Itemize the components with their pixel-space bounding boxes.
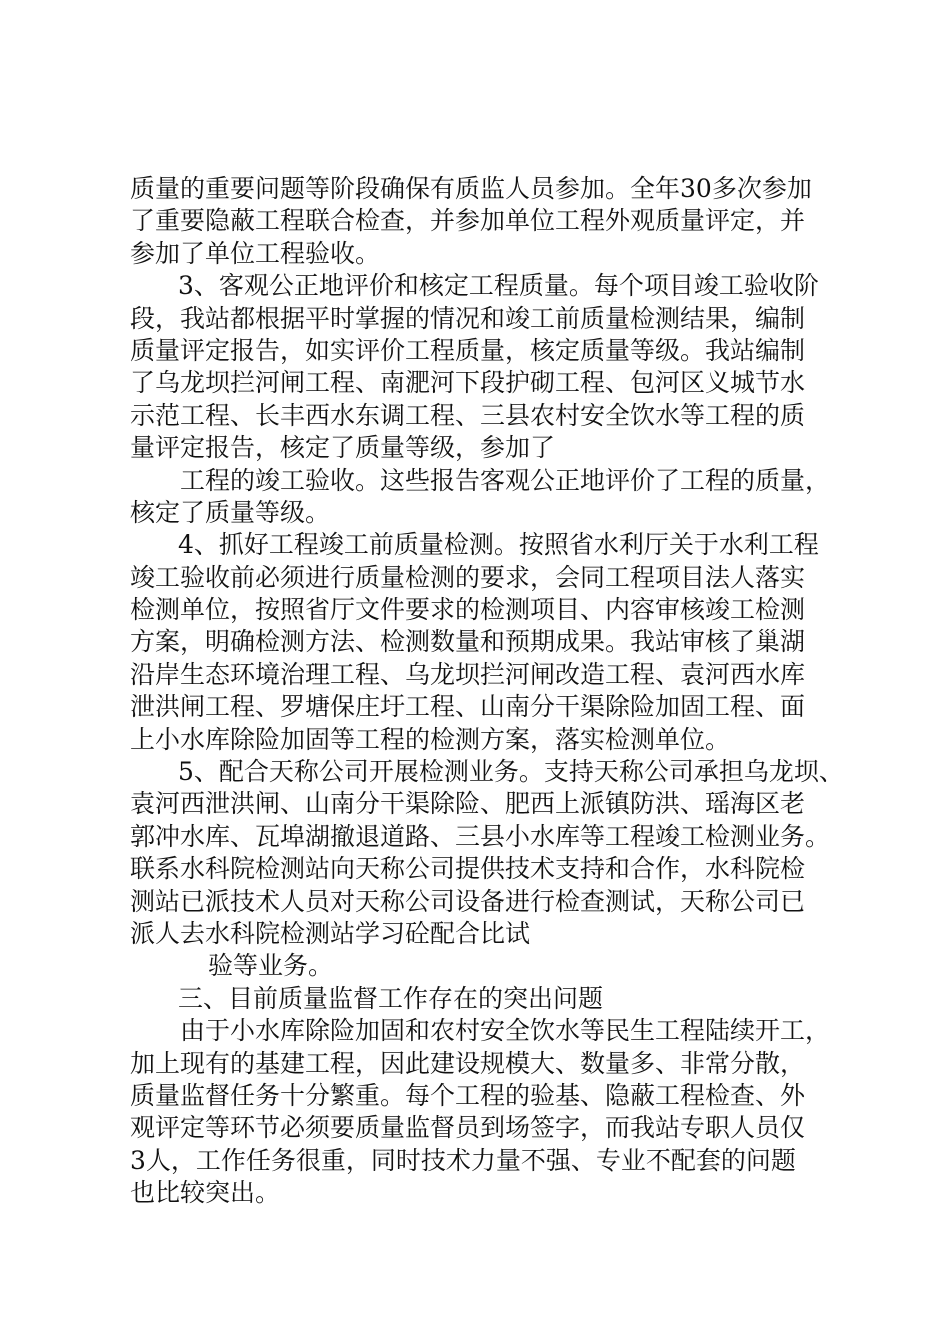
text-line: 郭冲水库、瓦埠湖撤退道路、三县小水库等工程竣工检测业务。 xyxy=(130,821,831,851)
document-body xyxy=(130,173,850,1210)
text-line: 核定了质量等级。 xyxy=(130,497,331,527)
text-line: 上小水库除险加固等工程的检测方案，落实检测单位。 xyxy=(130,724,731,754)
text-line: 质量监督任务十分繁重。每个工程的验基、隐蔽工程检查、外 xyxy=(130,1080,806,1110)
paragraph-start-line: 4、抓好工程竣工前质量检测。按照省水利厅关于水利工程 xyxy=(178,530,819,560)
text-line: 加上现有的基建工程，因此建设规模大、数量多、非常分散， xyxy=(130,1048,806,1078)
text-line: 竣工验收前必须进行质量检测的要求，会同工程项目法人落实 xyxy=(130,562,806,592)
text-line: 袁河西泄洪闸、山南分干渠除险、肥西上派镇防洪、瑶海区老 xyxy=(130,789,806,819)
text-line: 沿岸生态环境治理工程、乌龙坝拦河闸改造工程、袁河西水库 xyxy=(130,659,806,689)
text-line: 也比较突出。 xyxy=(130,1178,281,1208)
text-line: 了重要隐蔽工程联合检查，并参加单位工程外观质量评定，并 xyxy=(130,206,806,236)
text-line: 观评定等环节必须要质量监督员到场签字，而我站专职人员仅 xyxy=(130,1113,806,1143)
text-line: 示范工程、长丰西水东调工程、三县农村安全饮水等工程的质 xyxy=(130,400,806,430)
section-heading: 三、目前质量监督工作存在的突出问题 xyxy=(178,983,604,1013)
text-line: 测站已派技术人员对天称公司设备进行检查测试，天称公司已 xyxy=(130,886,806,916)
text-line: 泄洪闸工程、罗塘保庄圩工程、山南分干渠除险加固工程、面 xyxy=(130,692,806,722)
text-line: 3人，工作任务很重，同时技术力量不强、专业不配套的问题 xyxy=(130,1145,796,1175)
paragraph-start-line: 验等业务。 xyxy=(208,951,334,981)
text-line: 了乌龙坝拦河闸工程、南淝河下段护砌工程、包河区义城节水 xyxy=(130,368,806,398)
text-line: 质量评定报告，如实评价工程质量，核定质量等级。我站编制 xyxy=(130,335,806,365)
text-line: 量评定报告，核定了质量等级，参加了 xyxy=(130,433,556,463)
text-line: 联系水科院检测站向天称公司提供技术支持和合作，水科院检 xyxy=(130,854,806,884)
paragraph-start-line: 5、配合天称公司开展检测业务。支持天称公司承担乌龙坝、 xyxy=(178,757,844,787)
paragraph-start-line: 由于小水库除险加固和农村安全饮水等民生工程陆续开工， xyxy=(180,1016,831,1046)
text-line: 段，我站都根据平时掌握的情况和竣工前质量检测结果，编制 xyxy=(130,303,806,333)
text-line: 派人去水科院检测站学习砼配合比试 xyxy=(130,918,531,948)
text-line: 检测单位，按照省厅文件要求的检测项目、内容审核竣工检测 xyxy=(130,595,806,625)
paragraph-start-line: 3、客观公正地评价和核定工程质量。每个项目竣工验收阶 xyxy=(178,271,819,301)
text-line: 质量的重要问题等阶段确保有质监人员参加。全年30多次参加 xyxy=(130,174,812,203)
text-line: 方案，明确检测方法、检测数量和预期成果。我站审核了巢湖 xyxy=(130,627,806,657)
text-line: 参加了单位工程验收。 xyxy=(130,238,381,268)
paragraph-start-line: 工程的竣工验收。这些报告客观公正地评价了工程的质量， xyxy=(180,465,831,495)
